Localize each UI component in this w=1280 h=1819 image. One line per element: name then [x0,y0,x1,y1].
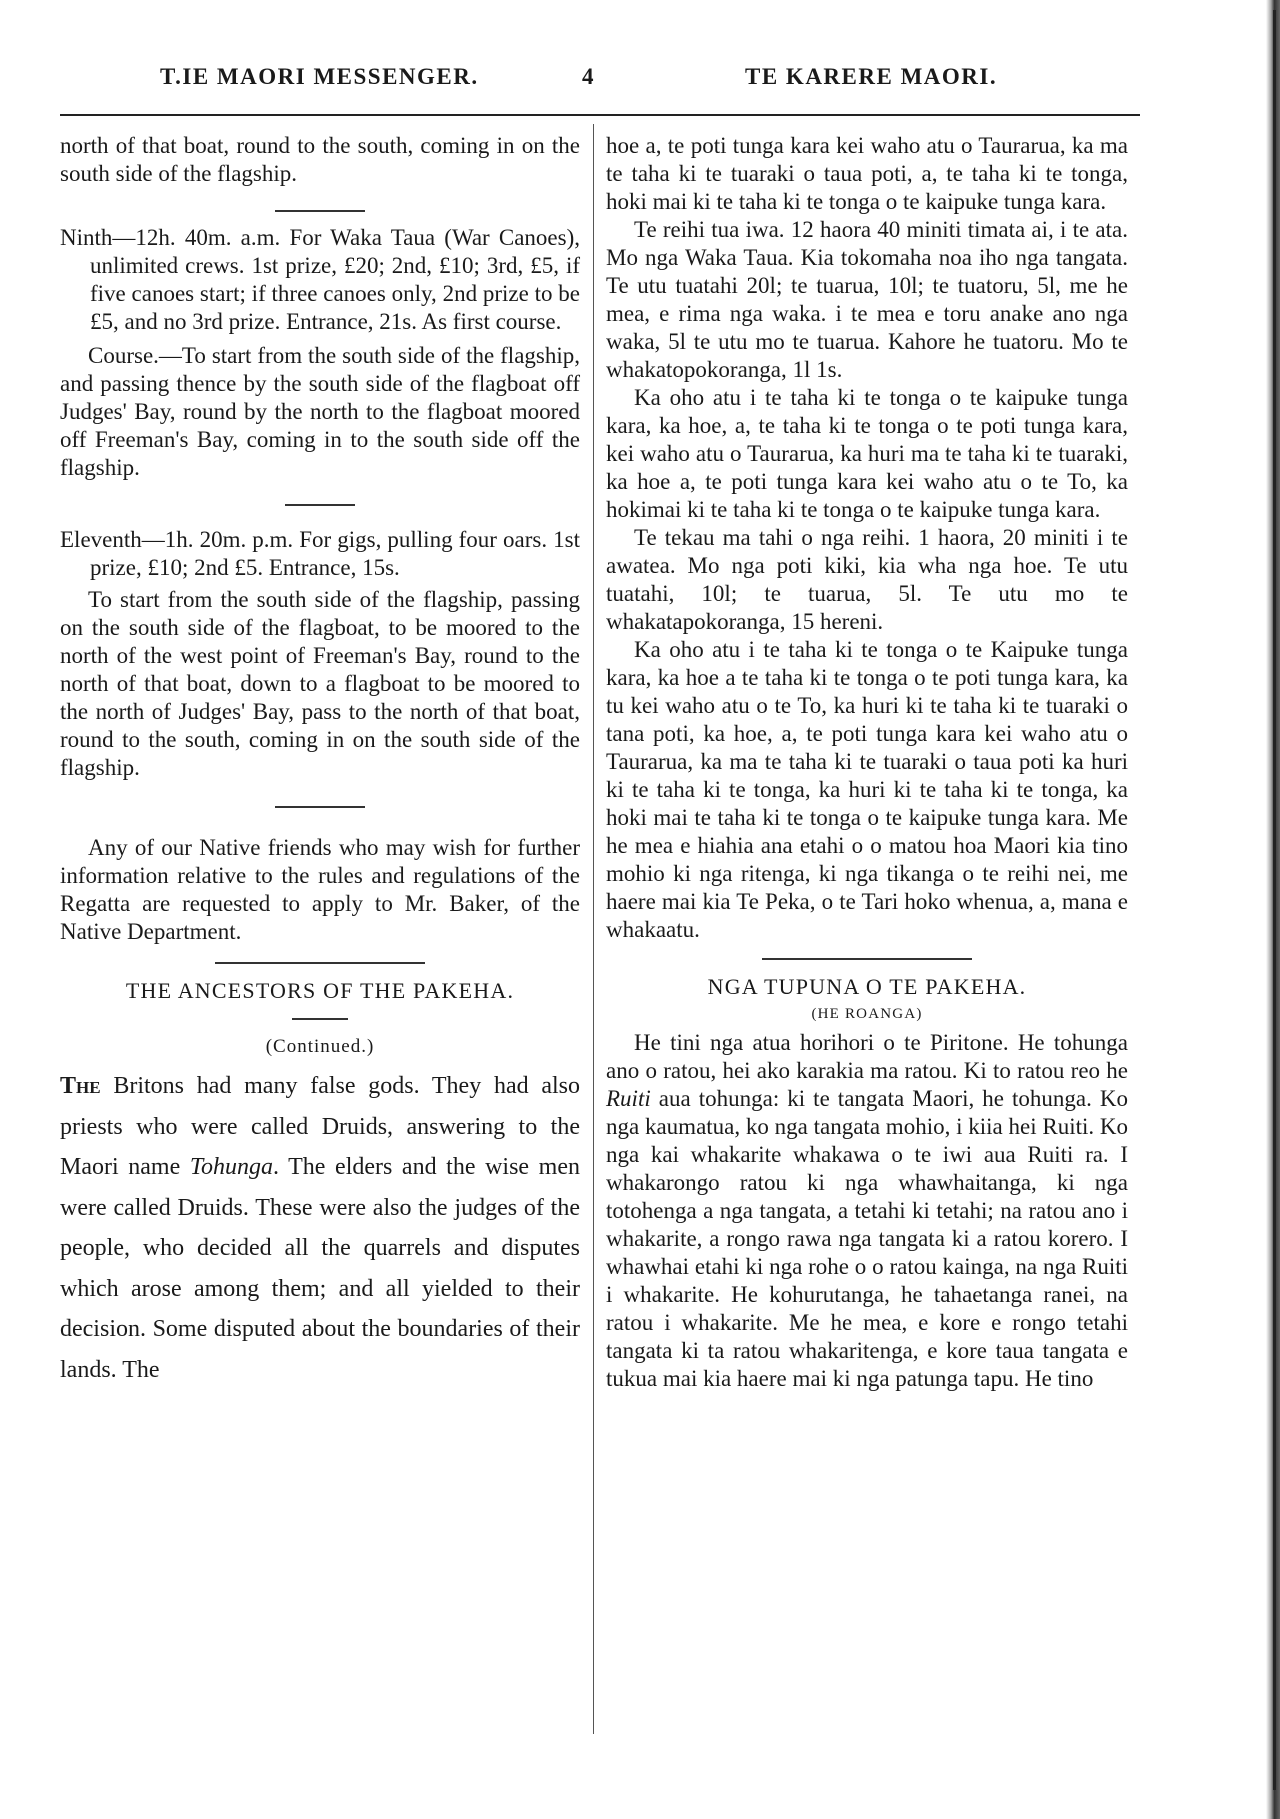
regatta-paragraph-1: north of that boat, round to the south, coming in on the south side of the flagship. [60,133,580,186]
running-head [60,64,1140,104]
maori-paragraph-3: Ka oho atu i te taha ki te tonga o te kaipuke tunga kara, ka hoe, a, te taha ki te tonga o te poti tunga kara, kei waho atu o Taurarua, ka huri ma te taha ki te tuaraki, ka hoe a, te poti tunga kara kei waho atu o te To, ka hokimai ki te taha ki te tonga o te kaipuke tunga kara. [606,385,1128,522]
native-notice: Any of our Native friends who may wish for further information relative to the rules and regulations of the Regatta are requested to apply to Mr. Baker, of the Native Department. [60,835,580,944]
maori-paragraph-2: Te reihi tua iwa. 12 haora 40 miniti timata ai, i te ata. Mo nga Waka Taua. Kia tokomaha noa iho nga tangata. Te utu tuatahi 20l; te tuarua, 10l; te tuatoru, 5l, me he mea, e rima nga waka. i te mea e toru anake ano nga waka, 5l te utu mo te tuarua. Kahore he tuatoru. Mo te whakatopokoranga, 1l 1s. [606,217,1128,382]
maori-paragraph-1: hoe a, te poti tunga kara kei waho atu o Taurarua, ka ma te taha ki te tuaraki o taua poti, a, te taha ki te tonga, hoki mai ki te taha ki te tonga o te kaipuke tunga kara. [606,133,1128,214]
column-divider [593,124,594,1734]
running-head-right: TE KARERE MAORI. [745,64,998,89]
page-edge-shadow [1273,10,1276,1790]
tupuna-text-1: He tini nga atua horihori o te Piritone. He tohunga ano o ratou, hei ako karakia ma ratou. Ki to ratou reo he [606,1030,1128,1083]
tupuna-heading: NGA TUPUNA O TE PAKEHA. [707,974,1027,999]
britons-text-2: . The elders and the wise men were called Druids. These were also the judges of the people, who decided all the quarrels and disputes which arose among them; and all yielded to their decision. Some disputed about the boundaries of their lands. The [60,1154,580,1383]
eleventh-race: Eleventh—1h. 20m. p.m. For gigs, pulling four oars. 1st prize, £10; 2nd £5. Entrance, 15s. [60,527,580,580]
britons-lead: The [60,1073,101,1099]
maori-column [606,132,1128,1393]
english-column [60,132,580,1390]
page-edge [1266,0,1280,1819]
ninth-race: Ninth—12h. 40m. a.m. For Waka Taua (War Canoes), unlimited crews. 1st prize, £20; 2nd, £10; 3rd, £5, if five canoes start; if three canoes only, 2nd prize to be £5, and no 3rd prize. Entrance, 21s. As first course. [60,225,580,334]
running-head-left: T.IE MAORI MESSENGER. [160,64,479,89]
ancestors-heading: THE ANCESTORS OF THE PAKEHA. [125,978,515,1003]
continued-label: (Continued.) [265,1036,375,1057]
roanga-label: (HE ROANGA) [811,1006,923,1022]
page-number: 4 [582,64,595,89]
britons-paragraph [60,1066,580,1390]
ruiti-term: Ruiti [606,1086,651,1111]
britons-text-1: Britons had many false gods. They had also priests who were called Druids, answering to the Maori name [60,1073,580,1180]
tupuna-paragraph [606,1029,1128,1393]
eleventh-course: To start from the south side of the flagship, passing on the south side of the flagboat, to be moored to the north of the west point of Freeman's Bay, round to the north of that boat, down to a flagboat to be moored to the north of Judges' Bay, pass to the north of that boat, round to the south, coming in on the south side of the flagship. [60,587,580,780]
header-rule [60,114,1140,116]
ninth-course: Course.—To start from the south side of the flagship, and passing thence by the south side of the flagboat off Judges' Bay, round by the north to the flagboat moored off Freeman's Bay, coming in to the south side off the flagship. [60,343,580,480]
maori-paragraph-5: Ka oho atu i te taha ki te tonga o te Kaipuke tunga kara, ka hoe a te taha ki te tonga o te poti tunga kara, ka tu kei waho atu o te To, ka huri ki te taha ki te tuaraki o tana poti, ka hoe, a, te poti tunga kara kei waho atu o Taurarua, ka ma te taha ki te tuaraki o taua poti ka huri ki te taha ki te tonga, ka huri ki te taha ki te tonga, ka hoki mai te taha ki te tonga o te kaipuke tunga kara. Me he mea e hiahia ana etahi o o matou hoa Maori kia tino mohio ki nga ritenga, ki nga tikanga o te reihi nei, me haere mai kia Te Peka, o te Tari hoko whenua, a, mana e whakaatu. [606,637,1128,942]
tupuna-text-2: aua tohunga: ki te tangata Maori, he tohunga. Ko nga kaumatua, ko nga tangata mohio, i kiia hei Ruiti. Ko nga kai whakarite whakawa o te iwi aua Ruiti ra. I whakarongo ratou ki nga whawhaitanga, ki nga totohenga a nga tangata, a tetahi ki tetahi; na ratou ano i whakarite, a rongo rawa nga tangata ki a ratou korero. I whawhai etahi ki nga rohe o o ratou kainga, na nga Ruiti i whakarite. He kohurutanga, he tahaetanga ranei, na ratou i whakarite. Me he mea, e kore e rongo tetahi tangata ki ta ratou whakaritenga, e kore taua tangata e tukua mai kia haere mai ki nga patunga tapu. He tino [606,1086,1128,1391]
tohunga-term: Tohunga [189,1154,273,1180]
maori-paragraph-4: Te tekau ma tahi o nga reihi. 1 haora, 20 miniti i te awatea. Mo nga poti kiki, kia wha nga hoe. Te utu tuatahi, 10l; te tuarua, 5l. Te utu mo te whakatapokoranga, 15 hereni. [606,525,1128,634]
